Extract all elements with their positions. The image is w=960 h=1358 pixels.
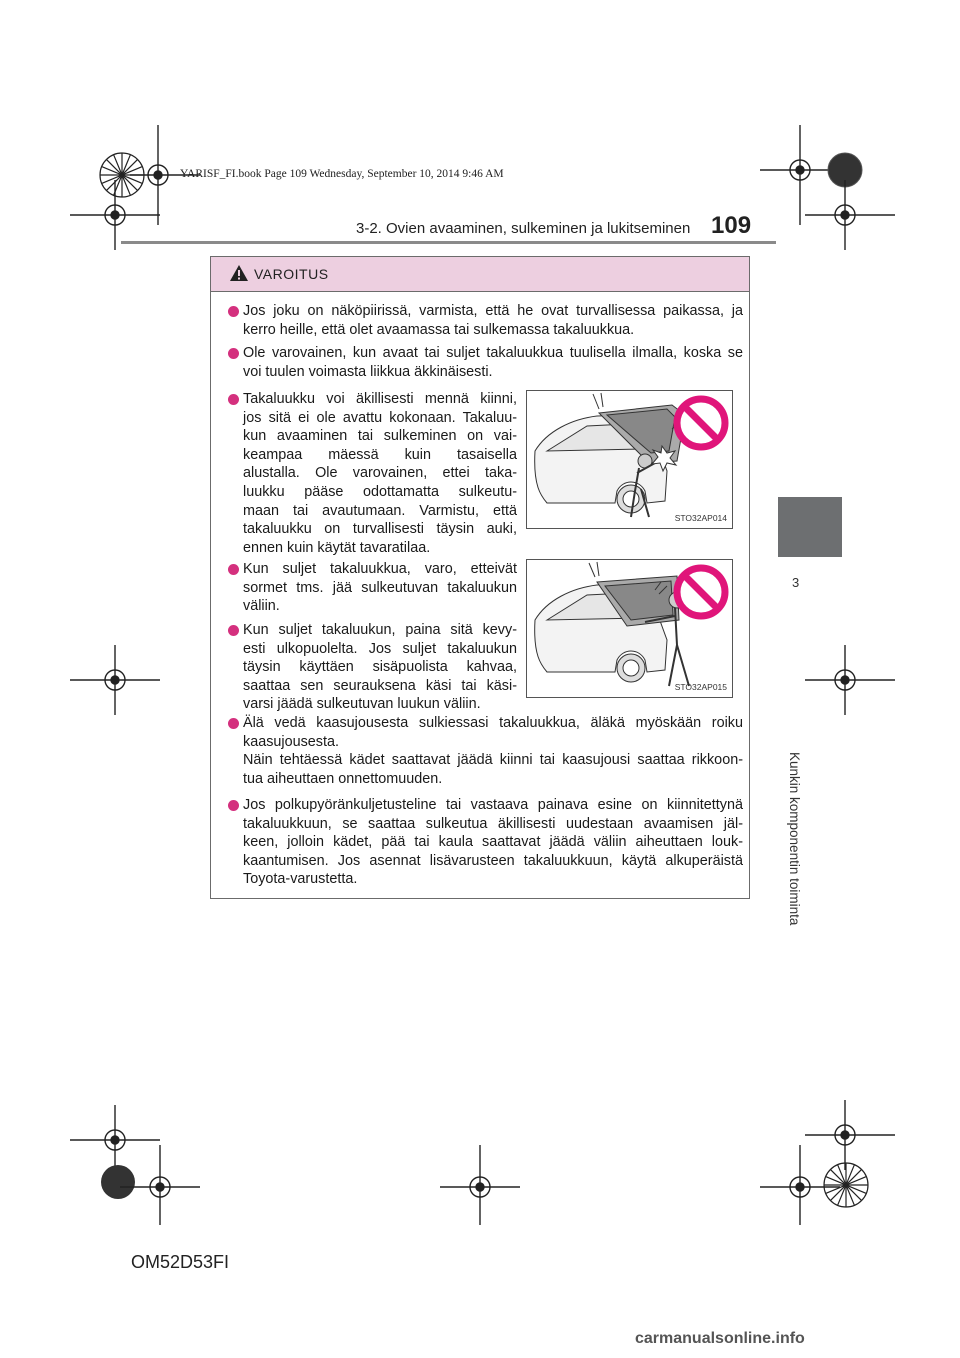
warning-item-5: Kun suljet takaluukun, paina sitä kevy- esti ulkopuolelta. Jos suljet takaluukun täysin käyttäen sisäpuolista kahvaa, saattaa sen seurauksena käsi tai käsi- varsi jäädä sulkeutuvan luukun väliin. xyxy=(243,621,517,714)
warning-item-4: Kun suljet takaluukkua, varo, etteivät sormet tms. jää sulkeutuvan takaluukun väliin. xyxy=(243,560,517,616)
warning-triangle-icon xyxy=(229,264,249,287)
crosshair-mark-bottom-left xyxy=(120,1145,200,1225)
warning-header xyxy=(211,257,749,292)
book-info-line: YARISF_FI.book Page 109 Wednesday, September 10, 2014 9:46 AM xyxy=(180,168,504,180)
page-number: 109 xyxy=(711,212,752,239)
warning-item-2: Ole varovainen, kun avaat tai suljet takaluukkua tuulisella ilmalla, koska se voi tuulen voimasta liikkua äkkinäisesti. xyxy=(243,344,743,381)
warning-title: VAROITUS xyxy=(254,266,329,282)
warning-item-6: Älä vedä kaasujousesta sulkiessasi takaluukkua, äläkä myöskään roiku kaasujousesta. Näin tehtäessä kädet saattavat jäädä kiinni tai kaasujousi saattaa rikkoon- tua aiheuttaen onnettomuuden. xyxy=(243,714,743,788)
crosshair-mark-bottom-center xyxy=(440,1145,520,1225)
bullet-icon xyxy=(228,800,239,811)
crosshair-mark-right-upper xyxy=(805,180,895,250)
figure-tailgate-fingers xyxy=(526,559,733,698)
bullet-icon xyxy=(228,718,239,729)
registration-mark-bottom-right xyxy=(810,1135,890,1235)
crosshair-mark-right-middle xyxy=(805,645,895,715)
chapter-tab xyxy=(778,497,842,557)
figure-tailgate-closing xyxy=(526,390,733,529)
bullet-icon xyxy=(228,625,239,636)
bullet-icon xyxy=(228,564,239,575)
bullet-icon xyxy=(228,394,239,405)
bullet-icon xyxy=(228,306,239,317)
prohibition-icon xyxy=(677,568,725,616)
manual-code: OM52D53FI xyxy=(131,1252,230,1272)
crosshair-mark-left-middle xyxy=(70,645,160,715)
crosshair-mark-left-upper xyxy=(70,180,160,250)
header-rule xyxy=(121,241,776,244)
chapter-label: Kunkin komponentin toiminta xyxy=(787,752,802,926)
bullet-icon xyxy=(228,348,239,359)
warning-item-1: Jos joku on näköpiirissä, varmista, että he ovat turvallisessa paikassa, ja kerro heille, että olet avaamassa tai sulkemassa takaluukkua. xyxy=(243,302,743,339)
watermark: carmanualsonline.info xyxy=(635,1330,805,1347)
warning-item-3: Takaluukku voi äkillisesti mennä kiinni, jos sitä ei ole avattu kokonaan. Takaluu- kun avaaminen tai sulkeminen on vai- keampaa mäessä kuin tasaisella alustalla. Ole varovainen, ettei taka- luukku pääse odottamatta sulkeutu- maan tai avautumaan. Varmistu, että takaluukku on turvallisesti täysin auki, ennen kuin käytät tavaratilaa. xyxy=(243,390,517,557)
warning-box xyxy=(210,256,750,899)
figure-code: STO32AP015 xyxy=(674,682,727,692)
section-title: 3-2. Ovien avaaminen, sulkeminen ja lukitseminen xyxy=(356,220,691,237)
chapter-number: 3 xyxy=(792,575,800,590)
prohibition-icon xyxy=(677,399,725,447)
figure-code: STO32AP014 xyxy=(674,513,727,523)
warning-item-7: Jos polkupyöränkuljetusteline tai vastaava painava esine on kiinnitettynä takaluukkuun, se saattaa sulkeutua äkillisesti uudestaan avaamisen jäl- keen, jolloin kädet, pää tai kaula saattavat jäädä väliin aiheuttaen louk- kaantumisen. Jos asennat lisävarusteen takaluukkuun, käytä alkuperäistä Toyota-varustetta. xyxy=(243,796,743,889)
